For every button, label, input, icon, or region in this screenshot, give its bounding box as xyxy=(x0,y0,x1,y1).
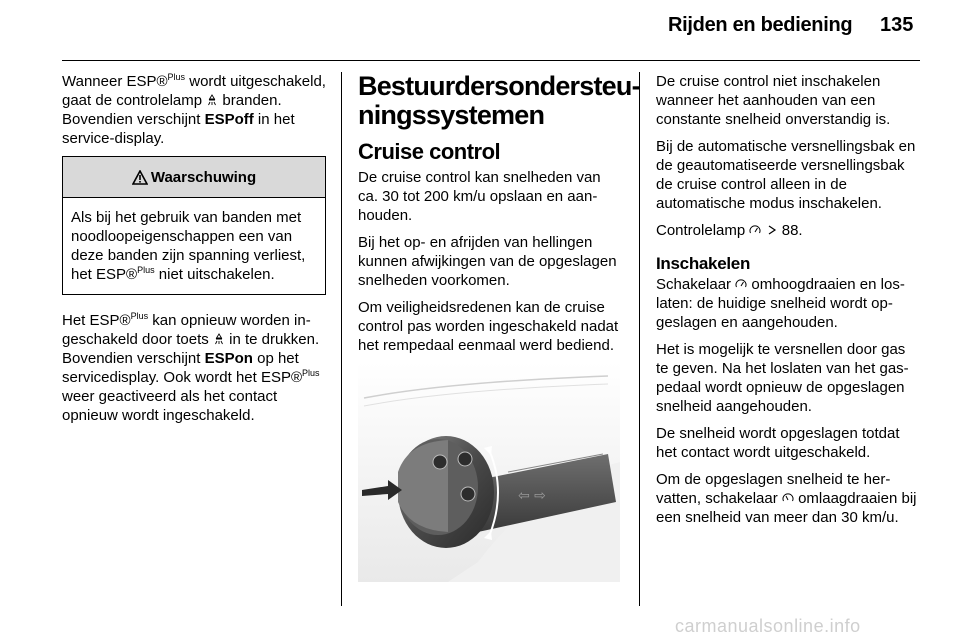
header-title: Rijden en bediening xyxy=(668,14,853,36)
section-heading: Bestuurdersondersteuningssystemen xyxy=(358,71,641,130)
esp-on-paragraph: Het ESP®$^{Plus}$ kan opnieuw worden ingeschakeld door toets in te drukken. Bovendien verschijnt ESPon op het servicedisplay. Ook wordt het ESP®$^{Plus}$ weer geactiveerd als het contact opnieuw wordt ingeschakeld. xyxy=(62,311,320,424)
warning-header xyxy=(63,157,325,198)
warning-box xyxy=(62,156,326,295)
esp-skid-icon xyxy=(213,333,225,345)
inschakelen-paragraph-3: De snelheid wordt opgeslagen totdat het contact wordt uitgeschakeld. xyxy=(656,425,900,461)
column-divider-1 xyxy=(341,72,342,606)
column-2 xyxy=(358,71,641,363)
control-lamp-reference: Controlelamp 88. xyxy=(656,222,803,239)
speedometer-icon xyxy=(749,224,761,236)
svg-text:⇦ ⇨: ⇦ ⇨ xyxy=(518,488,546,504)
inschakelen-paragraph-2: Het is mogelijk te versnellen door gas te geven. Na het loslaten van het gaspedaal wordt opnieuw de opgeslagen snelheid aangehouden. xyxy=(656,341,909,415)
header-rule xyxy=(62,60,920,61)
speedometer-icon xyxy=(735,278,747,290)
resume-speed-icon xyxy=(782,492,794,504)
cruise-paragraph-4: De cruise control niet inschakelen wanneer het aanhouden van een constante snelheid onverstandig is. xyxy=(656,73,891,128)
cruise-paragraph-5: Bij de automatische versnellingsbak en de geautomatiseerde versnellingsbak de cruise control alleen in de automatische modus inschakelen. xyxy=(656,138,916,212)
warning-body: Als bij het gebruik van banden met noodloopeigenschappen een van deze banden zijn spanning verliest, het ESP®$^{Plus}$ niet uitschakelen. xyxy=(71,209,306,283)
cruise-control-stalk-illustration xyxy=(358,362,620,582)
esp-off-paragraph: Wanneer ESP®$^{Plus}$ wordt uitgeschakeld, gaat de controlelamp branden. Bovendien verschijnt ESPoff in het service-display. xyxy=(62,72,326,147)
inschakelen-paragraph-1: Schakelaar omhoogdraaien en loslaten: de huidige snelheid wordt opgeslagen en aangehouden. xyxy=(656,276,905,331)
footer-watermark: carmanualsonline.info xyxy=(675,616,861,636)
subsection-heading: Cruise control xyxy=(358,139,501,164)
warning-triangle-icon xyxy=(132,170,148,185)
page-reference-arrow-icon xyxy=(766,224,778,236)
cruise-paragraph-1: De cruise control kan snelheden van ca. 30 tot 200 km/u opslaan en aanhouden. xyxy=(358,169,601,224)
esp-skid-icon xyxy=(206,94,218,106)
warning-title: Waarschuwing xyxy=(150,168,257,186)
cruise-paragraph-3: Om veiligheidsredenen kan de cruise control pas worden ingeschakeld nadat het rempedaal eenmaal werd bediend. xyxy=(358,299,619,354)
column-3 xyxy=(656,72,920,535)
inschakelen-paragraph-4: Om de opgeslagen snelheid te hervatten, schakelaar omlaagdraaien bij een snelheid van meer dan 30 km/u. xyxy=(656,471,917,526)
cruise-paragraph-2: Bij het op- en afrijden van hellingen kunnen afwijkingen van de opgeslagen snelheden voorkomen. xyxy=(358,234,617,289)
column-1 xyxy=(62,72,326,433)
page-number: 135 xyxy=(880,14,914,36)
column-divider-2 xyxy=(639,72,640,606)
inschakelen-heading: Inschakelen xyxy=(656,254,751,273)
